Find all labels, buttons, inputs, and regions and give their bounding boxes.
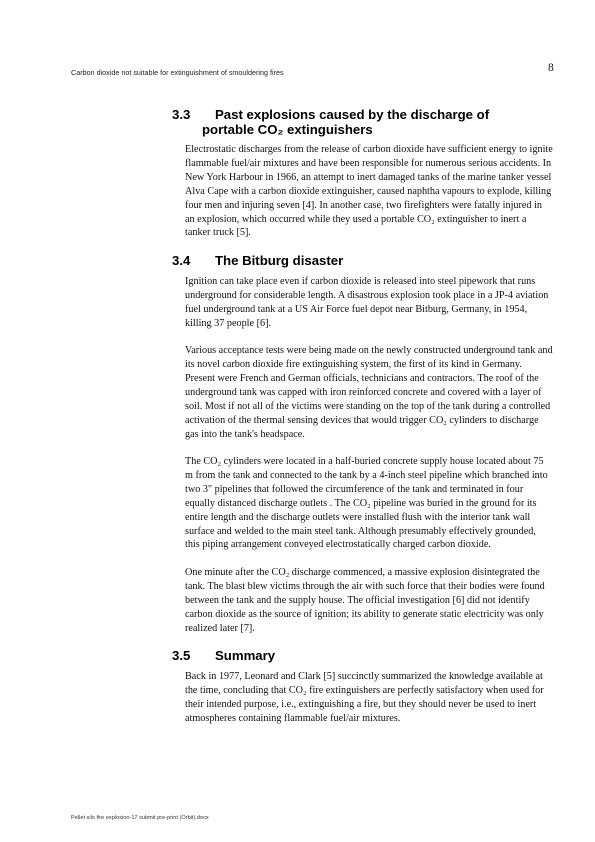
paragraph: One minute after the CO₂ discharge commenced, a massive explosion disintegrated the tank. The blast blew victims through the air with such force that their bodies were found between the tank and the supply house. The official investigation [6] did not identify carbon dioxide as the source of ignition; its ability to generate static electricity was only realized later [7]. <box>185 566 545 634</box>
paragraph: The CO₂ cylinders were located in a half-buried concrete supply house located about 75 m from the tank and connected to the tank by a 4-inch steel pipeline which branched into two 3" pipelines that followed the circumference of the tank and terminated in four equally distanced discharge outlets . The CO₂ pipeline was buried in the ground for its entire length and the discharge outlets were installed flush with the interior tank wall surface and welded to the main steel tank. Although presumably effectively grounded, this piping arrangement conveyed electrostatically charged carbon dioxide. <box>185 456 548 551</box>
section-heading <box>172 108 553 137</box>
section-3-4 <box>172 253 553 635</box>
running-header: Carbon dioxide not suitable for extinguishment of smouldering fires <box>71 68 284 77</box>
paragraph: Various acceptance tests were being made on the newly constructed underground tank and its novel carbon dioxide fire extinguishing system, the first of its kind in Germany. Present were French and German officials, technicians and contractors. The roof of the underground tank was capped with iron reinforced concrete and covered with a layer of soil. Most if not all of the victims were standing on the top of the tank during a controlled activation of the thermal sensing devices that would trigger CO₂ cylinders to discharge gas into the tank's headspace. <box>185 345 553 440</box>
paragraph: Electrostatic discharges from the release of carbon dioxide have sufficient energy to ignite flammable fuel/air mixtures and have been responsible for numerous serious accidents. In New York Harbour in 1966, an attempt to inert damaged tanks of the marine tanker vessel Alva Cape with a carbon dioxide extinguisher, caused naphtha vapours to explode, killing four men and injuring seven [4]. In another case, two firefighters were fatally injured in an explosion, which occurred while they used a portable CO₂ extinguisher to inert a tanker truck [5]. <box>185 144 553 239</box>
section-title-line2: portable CO₂ extinguishers <box>202 121 373 137</box>
section-number: 3.5 <box>172 648 191 664</box>
section-3-5 <box>172 648 553 725</box>
footer-filename: Pellet silo fire explosion-17 submit pre-print (Orbit).docx <box>71 815 209 821</box>
section-number: 3.4 <box>172 253 191 269</box>
page-number: 8 <box>548 62 554 74</box>
section-3-3 <box>172 107 553 240</box>
section-title: The Bitburg disaster <box>215 253 344 269</box>
section-number: 3.3 <box>172 107 191 122</box>
section-heading <box>172 649 553 664</box>
paragraph: Back in 1977, Leonard and Clark [5] succinctly summarized the knowledge available at the time, concluding that CO₂ fire extinguishers are perfectly satisfactory when used for their intended purpose, i.e., extinguishing a fire, but they should never be used to inert atmospheres containing flammable fuel/air mixtures. <box>185 670 544 724</box>
paragraph: Ignition can take place even if carbon dioxide is released into steel pipework that runs underground for considerable length. A disastrous explosion took place in a JP-4 aviation fuel underground tank at a US Air Force fuel depot near Bitburg, Germany, in 1954, killing 37 people [6]. <box>185 275 549 329</box>
section-title: Summary <box>215 648 276 664</box>
section-title-line1: Past explosions caused by the discharge of <box>215 107 490 122</box>
document-body <box>172 107 553 726</box>
section-heading <box>172 254 553 269</box>
